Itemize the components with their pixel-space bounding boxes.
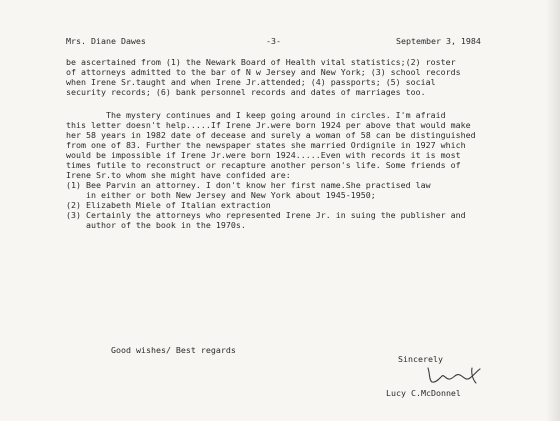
list-item: author of the book in the 1970s.	[66, 220, 246, 230]
text-line: her 58 years in 1982 date of decease and surely a woman of 58 can be distinguished	[66, 130, 476, 140]
list-item: (3) Certainly the attorneys who represented Irene Jr. in suing the publisher and	[66, 210, 466, 220]
list-item: in either or both New Jersey and New York about 1945-1950;	[66, 190, 376, 200]
text-line: times futile to reconstruct or recapture another person's life. Some friends of	[66, 160, 461, 170]
text-line: security records; (6) bank personnel records and dates of marriages too.	[66, 87, 426, 97]
recipient-name: Mrs. Diane Dawes	[66, 36, 146, 46]
letter-date: September 3, 1984	[396, 36, 481, 46]
text-line: when Irene Sr.taught and when Irene Jr.attended; (4) passports; (5) social	[66, 77, 436, 87]
text-line: be ascertained from (1) the Newark Board of Health vital statistics;(2) roster	[66, 57, 456, 67]
signer-name: Lucy C.McDonnel	[386, 388, 461, 398]
list-item: (2) Elizabeth Miele of Italian extraction	[66, 200, 271, 210]
page-number: -3-	[266, 36, 281, 46]
handwritten-signature	[424, 364, 484, 386]
text-line: from one of 83. Further the newspaper states she married Ordignile in 1927 which	[66, 140, 466, 150]
text-line: would be impossible if Irene Jr.were born 1924.....Even with records it is most	[66, 150, 461, 160]
closing-sincerely: Sincerely	[398, 354, 443, 364]
closing-wishes: Good wishes/ Best regards	[111, 345, 236, 355]
list-item: (1) Bee Parvin an attorney. I don't know her first name.She practised law	[66, 180, 431, 190]
text-line: of attorneys admitted to the bar of N w Jersey and New York; (3) school records	[66, 67, 461, 77]
text-line: Irene Sr.to whom she might have confided are:	[66, 170, 291, 180]
paper-edge-shadow	[546, 0, 560, 421]
text-line: The mystery continues and I keep going around in circles. I'm afraid	[66, 110, 446, 120]
text-line: this letter doesn't help.....If Irene Jr.were born 1924 per above that would make	[66, 120, 471, 130]
